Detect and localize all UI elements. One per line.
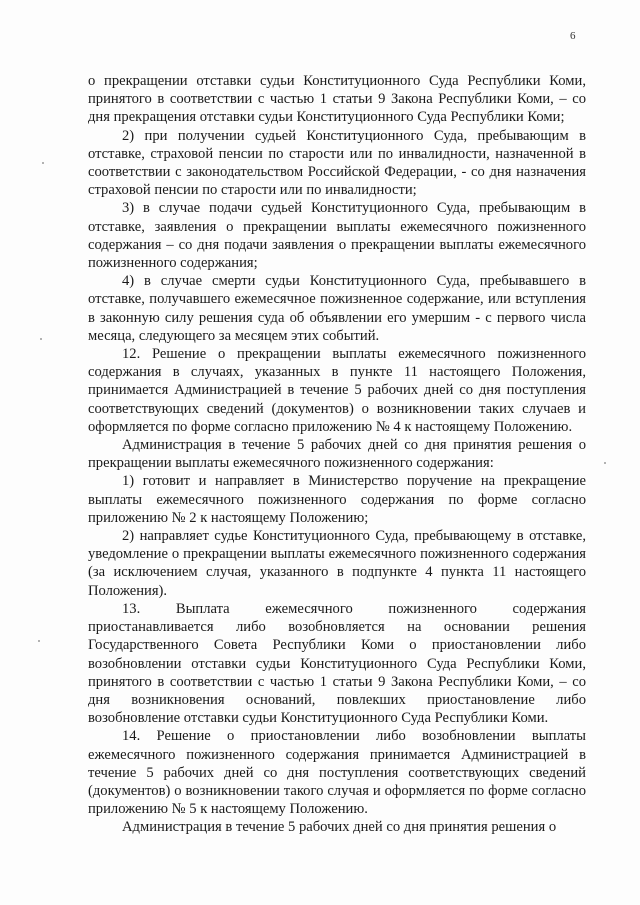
scan-speck [40, 338, 42, 340]
scan-speck [38, 640, 40, 642]
page-number: 6 [570, 30, 576, 42]
paragraph: 2) при получении судьей Конституционного Суда, пребывающим в отставке, страховой пенсии по старости или по инвалидности, назначенной в соответствии с законодательством Российской Федерации, - со дня назначения страховой пенсии по старости или по инвалидности; [88, 127, 586, 199]
paragraph: 12. Решение о прекращении выплаты ежемесячного пожизненного содержания в случаях, указанных в пункте 11 настоящего Положения, принимается Администрацией в течение 5 рабочих дней со дня поступления соответствующих сведений (документов) о возникновении таких случаев и оформляется по форме согласно приложению № 4 к настоящему Положению. [88, 346, 586, 435]
paragraph: 4) в случае смерти судьи Конституционного Суда, пребывавшего в отставке, получавшего ежемесячное пожизненное содержание, или вступления в законную силу решения суда об объявлении его умершим - с первого числа месяца, следующего за месяцем этих событий. [88, 273, 586, 344]
scan-speck [604, 462, 606, 464]
paragraph: Администрация в течение 5 рабочих дней со дня принятия решения о [122, 819, 557, 836]
paragraph: 2) направляет судье Конституционного Суда, пребывающему в отставке, уведомление о прекращении выплаты ежемесячного пожизненного содержания (за исключением случая, указанного в подпункте 4 пункта 11 настоящего Положения). [88, 528, 586, 599]
document-body [88, 72, 586, 837]
paragraph: 3) в случае подачи судьей Конституционного Суда, пребывающим в отставке, заявления о прекращении выплаты ежемесячного пожизненного содержания – со дня подачи заявления о прекращении выплаты ежемесячного пожизненного содержания; [88, 200, 586, 272]
paragraph: 1) готовит и направляет в Министерство поручение на прекращение выплаты ежемесячного пожизненного содержания по форме согласно приложению № 2 к настоящему Положению; [88, 473, 586, 526]
paragraph: 13. Выплата ежемесячного пожизненного содержания приостанавливается либо возобновляется на основании решения Государственного Совета Республики Коми о приостановлении либо возобновлении отставки судьи Конституционного Суда Республики Коми, принятого в соответствии с частью 1 статьи 9 Закона Республики Коми, – со дня возникновения оснований, повлекших приостановление либо возобновление отставки судьи Конституционного Суда Республики Коми. [88, 600, 586, 727]
paragraph: Администрация в течение 5 рабочих дней со дня принятия решения о прекращении выплаты ежемесячного пожизненного содержания: [88, 437, 586, 472]
paragraph: 14. Решение о приостановлении либо возобновлении выплаты ежемесячного пожизненного содержания принимается Администрацией в течение 5 рабочих дней со дня поступления соответствующих сведений (документов) о возникновении такого случая и оформляется по форме согласно приложению № 5 к настоящему Положению. [88, 728, 586, 818]
scan-speck [42, 162, 44, 164]
paragraph: о прекращении отставки судьи Конституционного Суда Республики Коми, принятого в соответствии с частью 1 статьи 9 Закона Республики Коми, – со дня прекращения отставки судьи Конституционного Суда Республики Коми; [88, 73, 586, 126]
